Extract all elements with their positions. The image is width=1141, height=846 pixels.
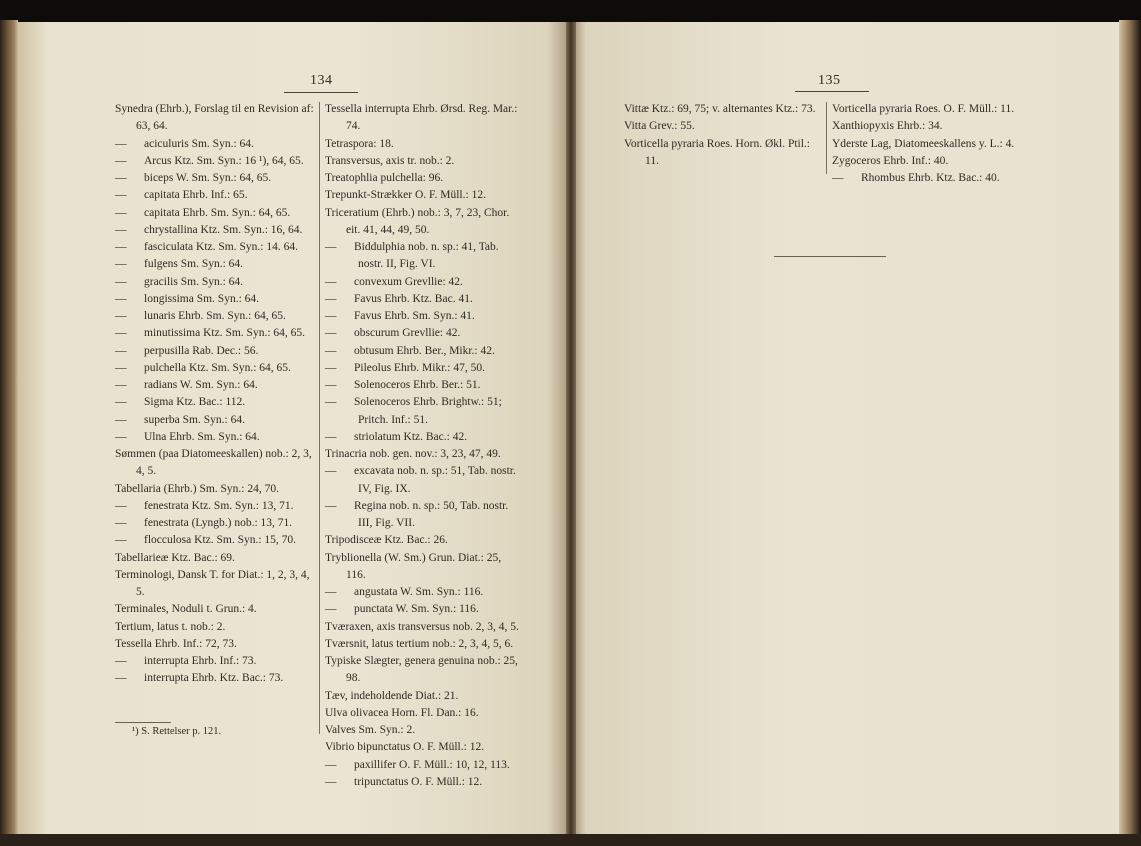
- index-entry: [325, 739, 521, 756]
- page-number-rule-left: [284, 92, 358, 93]
- index-entry: [325, 343, 521, 360]
- index-entry-text: Favus Ehrb. Sm. Syn.: 41.: [354, 310, 475, 322]
- index-entry-text: Trepunkt-Strækker O. F. Müll.: 12.: [325, 189, 486, 202]
- index-entry-text: biceps W. Sm. Syn.: 64, 65.: [144, 172, 272, 184]
- index-entry: [115, 653, 315, 670]
- ditto-dash: —: [115, 344, 127, 357]
- index-entry-text: Tertium, latus t. nob.: 2.: [115, 620, 226, 633]
- index-entry: [115, 222, 315, 239]
- index-entry: [325, 205, 521, 240]
- ditto-dash: —: [115, 379, 127, 391]
- index-entry: [832, 170, 1042, 187]
- index-entry-text: angustata W. Sm. Syn.: 116.: [354, 586, 484, 598]
- ditto-dash: —: [115, 361, 127, 374]
- index-entry-text: Tripodisceæ Ktz. Bac.: 26.: [325, 534, 448, 547]
- index-entry-text: Solenoceros Ehrb. Brightw.: 51; Pritch. Inf.: 51.: [354, 396, 502, 426]
- index-entry-text: chrystallina Ktz. Sm. Syn.: 16, 64.: [144, 223, 303, 236]
- index-entry: [832, 153, 1042, 170]
- index-entry-text: Trinacria nob. gen. nov.: 3, 23, 47, 49.: [325, 448, 501, 460]
- footnote-rule: [115, 722, 171, 723]
- index-entry: [115, 291, 315, 308]
- index-entry-text: Tæv, indeholdende Diat.: 21.: [325, 689, 459, 702]
- ditto-dash: —: [325, 292, 337, 305]
- ditto-dash: —: [325, 586, 337, 598]
- index-entry-text: Xanthiopyxis Ehrb.: 34.: [832, 120, 943, 133]
- index-entry-text: Vitta Grev.: 55.: [624, 120, 695, 133]
- index-entry-text: Pileolus Ehrb. Mikr.: 47, 50.: [354, 361, 485, 374]
- index-entry: [325, 532, 521, 549]
- ditto-dash: —: [832, 172, 844, 184]
- index-entry: [325, 636, 521, 653]
- index-entry: [325, 187, 521, 204]
- index-entry: [832, 136, 1042, 153]
- index-entry: [115, 532, 315, 549]
- book-left-edge: [0, 20, 18, 846]
- index-entry: [624, 118, 820, 135]
- ditto-dash: —: [325, 327, 337, 340]
- index-entry-text: Solenoceros Ehrb. Ber.: 51.: [354, 379, 481, 391]
- index-entry: [325, 360, 521, 377]
- index-entry-text: interrupta Ehrb. Ktz. Bac.: 73.: [144, 672, 284, 685]
- ditto-dash: —: [325, 361, 337, 374]
- index-entry: [325, 722, 521, 739]
- index-entry: [832, 118, 1042, 135]
- ditto-dash: —: [115, 172, 127, 184]
- index-entry-text: Tværaxen, axis transversus nob. 2, 3, 4, 5.: [325, 620, 519, 633]
- ditto-dash: —: [115, 327, 127, 340]
- index-entry-text: fulgens Sm. Syn.: 64.: [144, 258, 244, 271]
- index-entry: [115, 360, 315, 377]
- index-entry: [115, 343, 315, 360]
- index-entry: [325, 274, 521, 291]
- index-entry: [115, 187, 315, 204]
- index-entry-text: Tabellaria (Ehrb.) Sm. Syn.: 24, 70.: [115, 482, 279, 495]
- scanner-top-border: [0, 0, 1141, 22]
- index-entry: [325, 325, 521, 342]
- index-entry: [115, 619, 315, 636]
- index-entry: [115, 567, 315, 602]
- index-entry: [325, 584, 521, 601]
- ditto-dash: —: [325, 758, 337, 771]
- index-entry-text: Triceratium (Ehrb.) nob.: 3, 7, 23, Chor. eit. 41, 44, 49, 50.: [325, 206, 510, 236]
- ditto-dash: —: [115, 310, 127, 322]
- ditto-dash: —: [115, 430, 127, 443]
- index-entry: [115, 394, 315, 411]
- index-entry: [325, 653, 521, 688]
- index-entry-text: Zygoceros Ehrb. Inf.: 40.: [832, 154, 949, 167]
- ditto-dash: —: [115, 413, 127, 426]
- index-entry: [325, 688, 521, 705]
- index-entry: [325, 136, 521, 153]
- book-right-edge: [1119, 20, 1141, 846]
- index-entry: [115, 153, 315, 170]
- ditto-dash: —: [115, 137, 127, 150]
- ditto-dash: —: [115, 655, 127, 667]
- index-entry-text: Tryblionella (W. Sm.) Grun. Diat.: 25, 116.: [325, 551, 502, 581]
- index-entry-text: Tværsnit, latus tertium nob.: 2, 3, 4, 5, 6.: [325, 637, 514, 650]
- index-entry: [115, 325, 315, 342]
- index-entry: [325, 446, 521, 463]
- index-entry-text: Typiske Slægter, genera genuina nob.: 25, 98.: [325, 655, 518, 685]
- index-entry-text: lunaris Ehrb. Sm. Syn.: 64, 65.: [144, 310, 286, 322]
- index-entry-text: capitata Ehrb. Sm. Syn.: 64, 65.: [144, 206, 291, 219]
- index-entry-text: Transversus, axis tr. nob.: 2.: [325, 154, 455, 167]
- scanner-bottom-border: [0, 834, 1141, 846]
- index-entry-text: Treatophlia pulchella: 96.: [325, 172, 444, 184]
- index-entry: [325, 170, 521, 187]
- index-entry-text: Favus Ehrb. Ktz. Bac. 41.: [354, 292, 473, 305]
- index-entry: [325, 757, 521, 774]
- index-entry: [115, 274, 315, 291]
- index-entry-text: fenestrata Ktz. Sm. Syn.: 13, 71.: [144, 499, 294, 512]
- index-entry-text: Valves Sm. Syn.: 2.: [325, 724, 416, 736]
- index-entry-text: Vorticella pyraria Roes. Horn. Økl. Ptil.: 11.: [624, 137, 810, 167]
- index-entry-text: obscurum Grevllie: 42.: [354, 327, 461, 340]
- ditto-dash: —: [115, 223, 127, 236]
- index-entry-text: Synedra (Ehrb.), Forslag til en Revision af: 63, 64.: [115, 103, 314, 133]
- ditto-dash: —: [325, 379, 337, 391]
- index-entry-text: Tabellarieæ Ktz. Bac.: 69.: [115, 551, 235, 564]
- index-entry: [115, 412, 315, 429]
- ditto-dash: —: [115, 534, 127, 547]
- index-entry: [115, 136, 315, 153]
- ditto-dash: —: [115, 206, 127, 219]
- column-divider-left: [319, 102, 320, 734]
- index-entry-text: fasciculata Ktz. Sm. Syn.: 14. 64.: [144, 241, 298, 253]
- ditto-dash: —: [325, 344, 337, 357]
- index-entry-text: aciculuris Sm. Syn.: 64.: [144, 137, 254, 150]
- index-entry-text: Sømmen (paa Diatomeeskallen) nob.: 2, 3, 4, 5.: [115, 448, 312, 478]
- ditto-dash: —: [115, 275, 127, 288]
- ditto-dash: —: [115, 499, 127, 512]
- index-entry-text: capitata Ehrb. Inf.: 65.: [144, 189, 248, 202]
- index-entry: [115, 101, 315, 136]
- index-entry: [115, 481, 315, 498]
- index-entry: [325, 308, 521, 325]
- index-entry-text: Biddulphia nob. n. sp.: 41, Tab. nostr. II, Fig. VI.: [354, 241, 499, 271]
- ditto-dash: —: [325, 310, 337, 322]
- page-number-rule-right: [795, 91, 869, 92]
- index-column-right-1: [624, 101, 820, 170]
- index-entry-text: Rhombus Ehrb. Ktz. Bac.: 40.: [861, 172, 1000, 184]
- index-entry-text: Regina nob. n. sp.: 50, Tab. nostr. III, Fig. VII.: [354, 499, 509, 529]
- index-entry: [115, 601, 315, 618]
- index-entry: [325, 377, 521, 394]
- index-entry: [115, 256, 315, 273]
- index-entry: [325, 101, 521, 136]
- index-entry-text: Terminologi, Dansk T. for Diat.: 1, 2, 3, 4, 5.: [115, 568, 310, 598]
- index-entry: [115, 377, 315, 394]
- index-entry: [325, 463, 521, 498]
- index-entry: [325, 619, 521, 636]
- ditto-dash: —: [325, 465, 337, 478]
- index-entry-text: Vibrio bipunctatus O. F. Müll.: 12.: [325, 741, 485, 754]
- ditto-dash: —: [115, 292, 127, 305]
- index-column-left-2: [325, 101, 521, 791]
- index-entry-text: minutissima Ktz. Sm. Syn.: 64, 65.: [144, 327, 306, 340]
- index-entry-text: Vorticella pyraria Roes. O. F. Müll.: 11.: [832, 103, 1015, 115]
- index-entry-text: obtusum Ehrb. Ber., Mikr.: 42.: [354, 344, 495, 357]
- index-entry-text: Vittæ Ktz.: 69, 75; v. alternantes Ktz.: 73.: [624, 103, 816, 115]
- index-entry: [115, 670, 315, 687]
- ditto-dash: —: [325, 603, 337, 616]
- index-entry: [325, 429, 521, 446]
- index-entry-text: convexum Grevllie: 42.: [354, 275, 463, 288]
- index-entry: [115, 308, 315, 325]
- index-entry-text: Ulva olivacea Horn. Fl. Dan.: 16.: [325, 706, 479, 719]
- index-entry-text: Ulna Ehrb. Sm. Syn.: 64.: [144, 430, 260, 443]
- index-entry: [624, 101, 820, 118]
- index-entry-text: striolatum Ktz. Bac.: 42.: [354, 430, 468, 443]
- index-entry: [115, 205, 315, 222]
- page-number-right: 135: [818, 73, 841, 88]
- book-gutter: [566, 22, 576, 838]
- index-entry: [624, 136, 820, 171]
- index-entry: [832, 101, 1042, 118]
- index-entry: [115, 446, 315, 481]
- index-entry-text: Terminales, Noduli t. Grun.: 4.: [115, 603, 257, 616]
- end-rule: [774, 256, 886, 257]
- index-entry-text: paxillifer O. F. Müll.: 10, 12, 113.: [354, 758, 510, 771]
- index-entry: [325, 153, 521, 170]
- ditto-dash: —: [325, 430, 337, 443]
- index-entry: [115, 429, 315, 446]
- index-entry-text: perpusilla Rab. Dec.: 56.: [144, 344, 259, 357]
- column-divider-right: [826, 102, 827, 174]
- index-entry: [325, 774, 521, 791]
- index-entry-text: longissima Sm. Syn.: 64.: [144, 292, 260, 305]
- index-entry-text: Arcus Ktz. Sm. Syn.: 16 ¹), 64, 65.: [144, 154, 304, 167]
- index-entry-text: Tessella Ehrb. Inf.: 72, 73.: [115, 637, 237, 650]
- index-entry-text: Tessella interrupta Ehrb. Ørsd. Reg. Mar.: 74.: [325, 103, 518, 133]
- index-entry-text: pulchella Ktz. Sm. Syn.: 64, 65.: [144, 361, 291, 374]
- index-entry: [115, 170, 315, 187]
- index-entry: [325, 705, 521, 722]
- ditto-dash: —: [115, 189, 127, 202]
- index-entry-text: fenestrata (Lyngb.) nob.: 13, 71.: [144, 517, 293, 529]
- index-entry: [115, 498, 315, 515]
- page-number-left: 134: [310, 73, 333, 88]
- index-entry: [325, 498, 521, 533]
- index-entry-text: punctata W. Sm. Syn.: 116.: [354, 603, 479, 616]
- index-entry: [325, 239, 521, 274]
- ditto-dash: —: [325, 396, 337, 409]
- index-entry-text: radians W. Sm. Syn.: 64.: [144, 379, 258, 391]
- index-entry: [115, 636, 315, 653]
- ditto-dash: —: [115, 517, 127, 529]
- index-entry: [325, 291, 521, 308]
- index-entry: [115, 515, 315, 532]
- ditto-dash: —: [325, 241, 337, 253]
- index-entry: [325, 601, 521, 618]
- ditto-dash: —: [115, 154, 127, 167]
- index-entry-text: gracilis Sm. Syn.: 64.: [144, 275, 244, 288]
- ditto-dash: —: [325, 499, 337, 512]
- index-entry-text: Sigma Ktz. Bac.: 112.: [144, 396, 246, 409]
- ditto-dash: —: [115, 396, 127, 409]
- ditto-dash: —: [115, 672, 127, 685]
- footnote: ¹) S. Rettelser p. 121.: [132, 726, 222, 737]
- index-entry-text: superba Sm. Syn.: 64.: [144, 413, 245, 426]
- index-column-left-1: [115, 101, 315, 688]
- index-entry-text: excavata nob. n. sp.: 51, Tab. nostr. IV, Fig. IX.: [354, 465, 516, 495]
- index-entry: [115, 239, 315, 256]
- index-entry-text: tripunctatus O. F. Müll.: 12.: [354, 775, 483, 788]
- ditto-dash: —: [115, 241, 127, 253]
- index-entry: [115, 550, 315, 567]
- index-entry: [325, 394, 521, 429]
- index-entry-text: Yderste Lag, Diatomeeskallens y. L.: 4.: [832, 137, 1015, 150]
- index-column-right-2: [832, 101, 1042, 187]
- index-entry-text: Tetraspora: 18.: [325, 137, 394, 150]
- ditto-dash: —: [325, 275, 337, 288]
- ditto-dash: —: [325, 775, 337, 788]
- index-entry: [325, 550, 521, 585]
- index-entry-text: interrupta Ehrb. Inf.: 73.: [144, 655, 257, 667]
- ditto-dash: —: [115, 258, 127, 271]
- index-entry-text: flocculosa Ktz. Sm. Syn.: 15, 70.: [144, 534, 297, 547]
